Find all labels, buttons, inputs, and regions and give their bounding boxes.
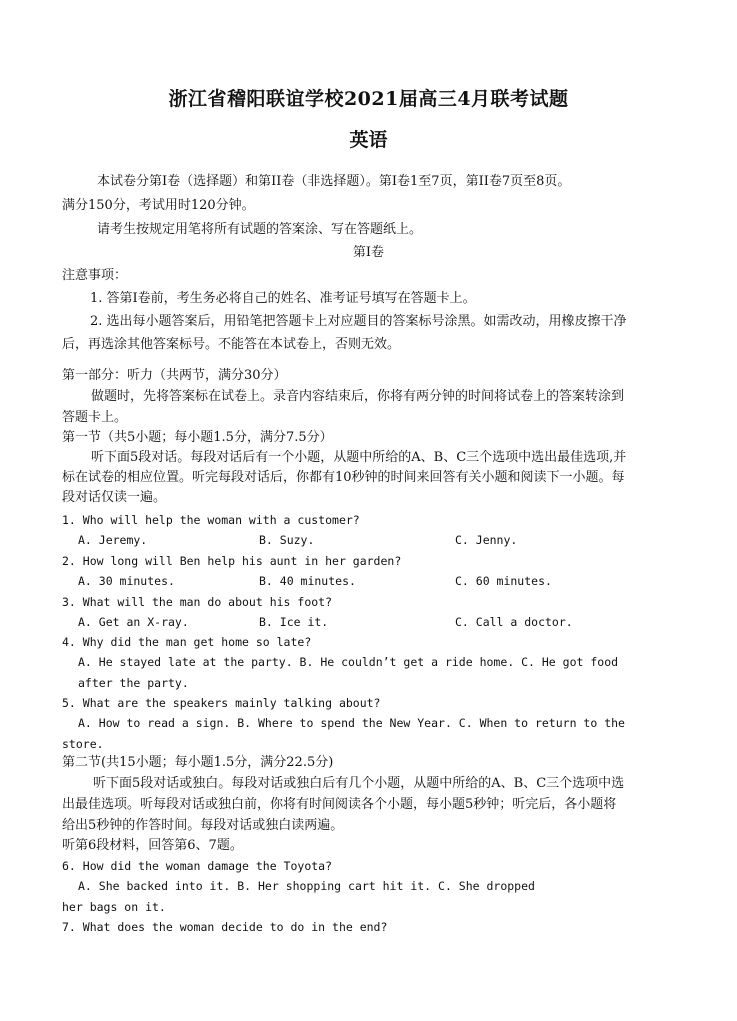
section2-heading: 第二节(共15小题；每小题1.5分，满分22.5分) <box>62 755 334 770</box>
section1-desc-c: 段对话仅读一遍。 <box>62 490 167 505</box>
q4-stem: 4. Why did the man get home so late? <box>62 635 312 649</box>
q6-stem: 6. How did the woman damage the Toyota? <box>62 859 333 873</box>
q6-options-line1: A. She backed into it. B. Her shopping cart hit it. C. She dropped <box>78 879 535 893</box>
q4-options-line1: A. He stayed late at the party. B. He couldn’t get a ride home. C. He got food <box>78 655 619 669</box>
note-2b: 后，再选涂其他答案标号。不能答在本试卷上，否则无效。 <box>62 337 401 352</box>
q1-option-a: A. Jeremy. <box>78 533 148 547</box>
note-1: 1. 答第I卷前，考生务必将自己的姓名、准考证号填写在答题卡上。 <box>90 291 476 306</box>
q5-stem: 5. What are the speakers mainly talking about? <box>62 696 381 710</box>
notes-heading: 注意事项： <box>62 268 128 283</box>
q2-option-a: A. 30 minutes. <box>78 574 175 588</box>
q5-options-line2: store. <box>62 737 104 751</box>
part1-heading: 第一部分：听力（共两节，满分30分） <box>62 368 287 383</box>
section2-material: 听第6段材料，回答第6、7题。 <box>62 838 243 853</box>
intro-paragraph-2: 请考生按规定用笔将所有试题的答案涂、写在答题纸上。 <box>97 222 423 237</box>
q1-option-b: B. Suzy. <box>259 533 315 547</box>
section1-heading: 第一节（共5小题；每小题1.5分，满分7.5分） <box>62 430 333 445</box>
section1-desc-b: 标在试卷的相应位置。听完每段对话后，你都有10秒钟的时间来回答有关小题和阅读下一小题。每 <box>62 470 625 485</box>
q7-stem: 7. What does the woman decide to do in the end? <box>62 920 388 934</box>
note-2a: 2. 选出每小题答案后，用铅笔把答题卡上对应题目的答案标号涂黑。如需改动，用橡皮擦干净 <box>90 314 627 329</box>
exam-title: 浙江省稽阳联谊学校2021届高三4月联考试题 <box>168 88 569 110</box>
section1-desc-a: 听下面5段对话。每段对话后有一个小题，从题中所给的A、B、C三个选项中选出最佳选项,并 <box>91 450 627 465</box>
section2-desc-c: 给出5秒钟的作答时间。每段对话或独白读两遍。 <box>62 818 344 833</box>
q2-option-c: C. 60 minutes. <box>455 574 552 588</box>
section2-desc-b: 出最佳选项。听每段对话或独白前，你将有时间阅读各个小题，每小题5秒钟；听完后，各小题将 <box>62 797 617 812</box>
q5-options-line1: A. How to read a sign. B. Where to spend the New Year. C. When to return to the <box>78 716 625 730</box>
section2-desc-a: 听下面5段对话或独白。每段对话或独白后有几个小题，从题中所给的A、B、C三个选项中选 <box>93 776 625 791</box>
q3-stem: 3. What will the man do about his foot? <box>62 595 333 609</box>
q1-option-c: C. Jenny. <box>455 533 518 547</box>
volume-heading: 第I卷 <box>352 245 385 260</box>
q3-option-c: C. Call a doctor. <box>455 615 573 629</box>
part1-desc-b: 答题卡上。 <box>62 410 128 425</box>
q1-stem: 1. Who will help the woman with a customer? <box>62 513 360 527</box>
intro-paragraph-1b: 满分150分，考试用时120分钟。 <box>62 198 255 213</box>
q4-options-line2: after the party. <box>78 676 189 690</box>
part1-desc-a: 做题时，先将答案标在试卷上。录音内容结束后，你将有两分钟的时间将试卷上的答案转涂到 <box>91 389 625 404</box>
subject-title: 英语 <box>349 129 388 151</box>
q6-options-line2: her bags on it. <box>62 900 166 914</box>
q3-option-a: A. Get an X-ray. <box>78 615 189 629</box>
q2-stem: 2. How long will Ben help his aunt in her garden? <box>62 554 402 568</box>
intro-paragraph-1a: 本试卷分第I卷（选择题）和第II卷（非选择题）。第I卷1至7页，第II卷7页至8页。 <box>97 174 571 189</box>
q3-option-b: B. Ice it. <box>259 615 329 629</box>
q2-option-b: B. 40 minutes. <box>259 574 356 588</box>
